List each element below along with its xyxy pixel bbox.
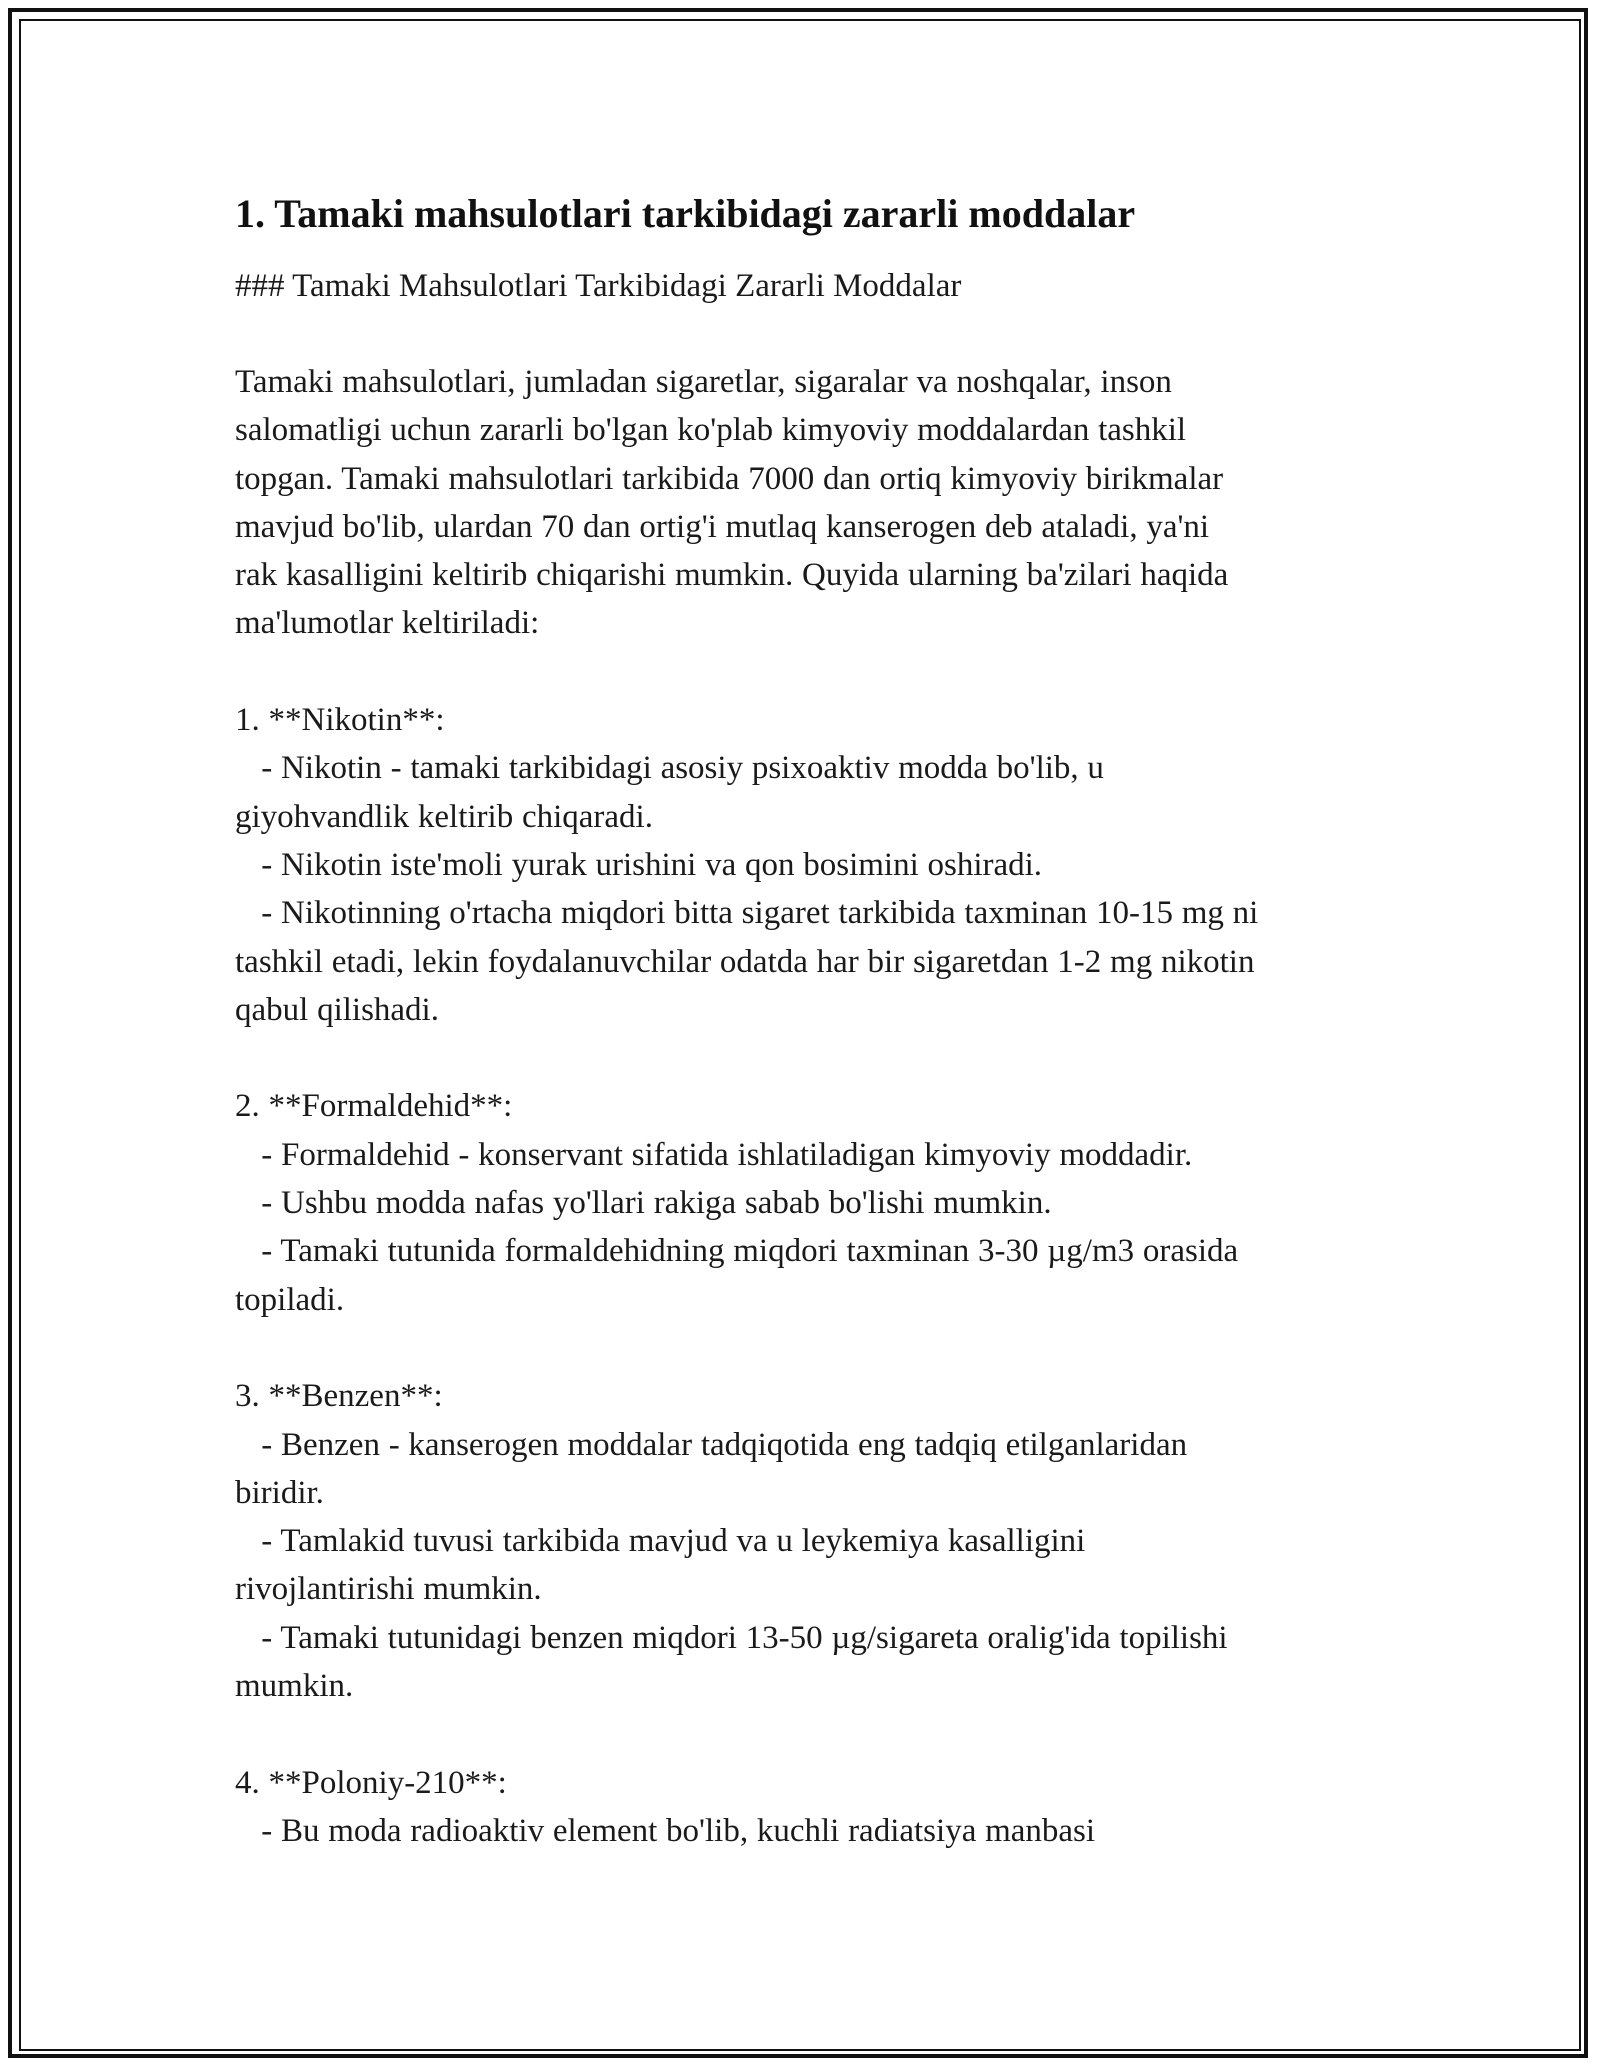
document-subheading: ### Tamaki Mahsulotlari Tarkibidagi Zararli Moddalar bbox=[235, 268, 962, 304]
document-content bbox=[235, 186, 1375, 1855]
document-body: Tamaki mahsulotlari, jumladan sigaretlar, sigaralar va noshqalar, inson salomatligi uchun zararli bo'lgan ko'plab kimyoviy moddalardan tashkil topgan. Tamaki mahsulotlari tarkibida 7000 dan ortiq kimyoviy birikmalar mavjud bo'lib, ulardan 70 dan ortig'i mutlaq kanserogen deb ataladi, ya'ni rak kasalligini keltirib chiqarishi mumkin. Quyida ularning ba'zilari haqida ma'lumotlar keltiriladi: 1. **Nikotin**: - Nikotin - tamaki tarkibidagi asosiy psixoaktiv modda bo'lib, u giyohvandlik keltirib chiqaradi. - Nikotin iste'moli yurak urishini va qon bosimini oshiradi. - Nikotinning o'rtacha miqdori bitta sigaret tarkibida taxminan 10-15 mg ni tashkil etadi, lekin foydalanuvchilar odatda har bir sigaretdan 1-2 mg nikotin qabul qilishadi. 2. **Formaldehid**: - Formaldehid - konservant sifatida ishlatiladigan kimyoviy moddadir. - Ushbu modda nafas yo'llari rakiga sabab bo'lishi mumkin. - Tamaki tutunida formaldehidning miqdori taxminan 3-30 µg/m3 orasida topiladi. 3. **Benzen**: - Benzen - kanserogen moddalar tadqiqotida eng tadqiq etilganlaridan biridir. - Tamlakid tuvusi tarkibida mavjud va u leykemiya kasalligini rivojlantirishi mumkin. - Tamaki tutunidagi benzen miqdori 13-50 µg/sigareta oralig'ida topilishi mumkin. 4. **Poloniy-210**: - Bu moda radioaktiv element bo'lib, kuchli radiatsiya manbasi bbox=[235, 364, 1259, 1849]
document-title: 1. Tamaki mahsulotlari tarkibidagi zararli moddalar bbox=[235, 191, 1136, 236]
